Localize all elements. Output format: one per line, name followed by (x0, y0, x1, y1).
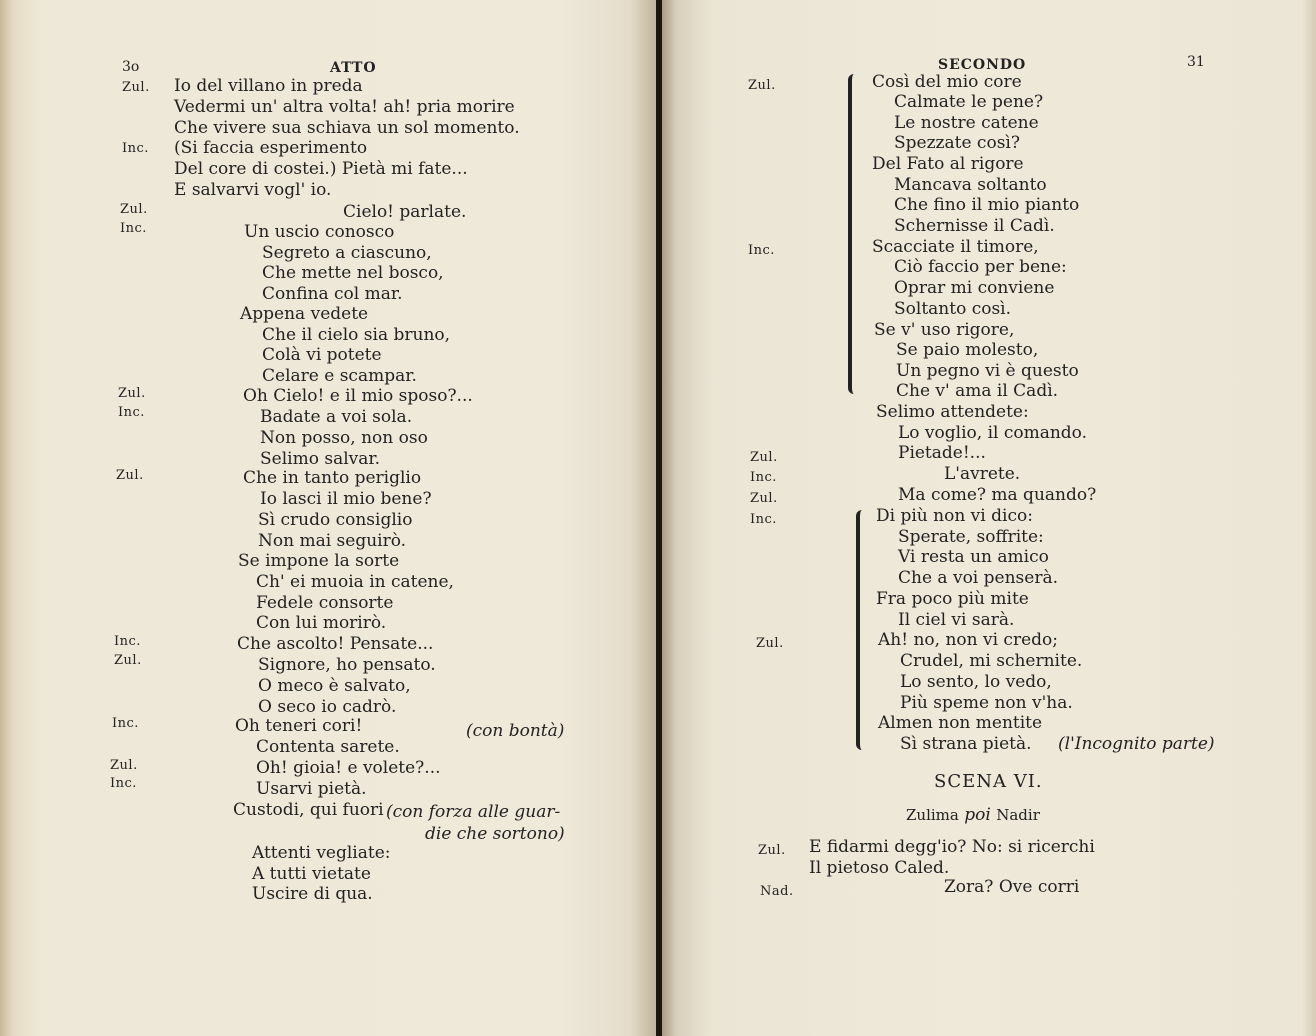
verse-line: Custodi, qui fuori (233, 800, 384, 820)
verse-line: Soltanto così. (894, 299, 1012, 319)
speaker-label: Zul. (750, 491, 778, 506)
verse-line: Con lui morirò. (256, 613, 387, 633)
verse-line: Colà vi potete (262, 345, 382, 365)
verse-line: Sì strana pietà. (900, 734, 1032, 754)
verse-line: Non posso, non oso (260, 428, 428, 448)
scene-cast (906, 805, 1040, 825)
verse-line: Contenta sarete. (256, 737, 400, 757)
speaker-label: Inc. (118, 405, 145, 420)
verse-line: Che ascolto! Pensate... (237, 634, 434, 654)
verse-line: L'avrete. (944, 464, 1021, 484)
verse-line: Sì crudo consiglio (258, 510, 413, 530)
speaker-label: Zul. (120, 202, 148, 217)
verse-line: Se v' uso rigore, (874, 320, 1015, 340)
verse-line: Selimo attendete: (876, 402, 1029, 422)
brace (856, 510, 865, 750)
speaker-label: Inc. (122, 141, 149, 156)
verse-line: Scacciate il timore, (872, 237, 1039, 257)
verse-line: Ciò faccio per bene: (894, 257, 1067, 277)
stage-direction: (con forza alle guar- (386, 802, 561, 822)
verse-line: Fedele consorte (256, 593, 394, 613)
verse-line: Che v' ama il Cadì. (896, 381, 1059, 401)
page-number: 3o (122, 59, 140, 75)
verse-line: Il ciel vi sarà. (898, 610, 1015, 630)
speaker-label: Zul. (122, 80, 150, 95)
verse-line: Badate a voi sola. (260, 407, 413, 427)
verse-line: Celare e scampar. (262, 366, 417, 386)
verse-line: Del Fato al rigore (872, 154, 1024, 174)
speaker-label: Zul. (114, 653, 142, 668)
character-name: Nadir (996, 806, 1040, 824)
verse-line: Cielo! parlate. (343, 202, 467, 222)
running-head: ATTO (330, 60, 377, 76)
verse-line: Appena vedete (240, 304, 369, 324)
speaker-label: Zul. (758, 843, 786, 858)
verse-line: Mancava soltanto (894, 175, 1047, 195)
verse-line: Io del villano in preda (174, 76, 363, 96)
speaker-label: Inc. (748, 243, 775, 258)
verse-line: Un uscio conosco (244, 222, 395, 242)
character-name: Zulima (906, 806, 959, 824)
speaker-label: Zul. (110, 758, 138, 773)
verse-line: Che in tanto periglio (243, 468, 422, 488)
verse-line: E salvarvi vogl' io. (174, 180, 332, 200)
running-head: SECONDO (938, 57, 1027, 73)
verse-line: Sperate, soffrite: (898, 527, 1044, 547)
verse-line: Un pegno vi è questo (896, 361, 1079, 381)
verse-line: Che mette nel bosco, (262, 263, 444, 283)
verse-line: Che vivere sua schiava un sol momento. (174, 118, 520, 138)
verse-line: Segreto a ciascuno, (262, 243, 432, 263)
speaker-label: Inc. (120, 221, 147, 236)
verse-line: Signore, ho pensato. (258, 655, 436, 675)
stage-direction: die che sortono) (425, 824, 565, 844)
verse-line: Attenti vegliate: (252, 843, 391, 863)
verse-line: Ah! no, non vi credo; (878, 630, 1058, 650)
verse-line: Così del mio core (872, 72, 1022, 92)
verse-line: Se impone la sorte (238, 551, 400, 571)
verse-line: Io lasci il mio bene? (260, 489, 432, 509)
verse-line: Ch' ei muoia in catene, (256, 572, 454, 592)
verse-line: (Si faccia esperimento (174, 138, 368, 158)
verse-line: Non mai seguirò. (258, 531, 407, 551)
verse-line: Vi resta un amico (898, 547, 1049, 567)
verse-line: Confina col mar. (262, 284, 403, 304)
verse-line: Spezzate così? (894, 133, 1020, 153)
verse-line: Schernisse il Cadì. (894, 216, 1055, 236)
stage-direction: (con bontà) (466, 721, 565, 741)
verse-line: Oprar mi conviene (894, 278, 1055, 298)
left-page (0, 0, 656, 1036)
verse-line: A tutti vietate (252, 864, 371, 884)
speaker-label: Inc. (112, 716, 139, 731)
verse-line: Le nostre catene (894, 113, 1039, 133)
verse-line: Se paio molesto, (896, 340, 1039, 360)
verse-line: Usarvi pietà. (256, 779, 367, 799)
verse-line: Più speme non v'ha. (900, 693, 1073, 713)
page-number: 31 (1187, 54, 1205, 70)
speaker-label: Inc. (750, 512, 777, 527)
verse-line: O meco è salvato, (258, 676, 411, 696)
verse-line: Oh teneri cori! (235, 716, 363, 736)
speaker-label: Nad. (760, 884, 794, 899)
verse-line: Pietade!... (898, 443, 986, 463)
verse-line: Vedermi un' altra volta! ah! pria morire (174, 97, 515, 117)
verse-line: O seco io cadrò. (258, 697, 397, 717)
verse-line: Di più non vi dico: (876, 506, 1033, 526)
verse-line: Calmate le pene? (894, 92, 1044, 112)
verse-line: Oh! gioia! e volete?... (256, 758, 441, 778)
scene-title: SCENA VI. (934, 771, 1043, 792)
verse-line: Lo voglio, il comando. (898, 423, 1088, 443)
verse-line: Che fino il mio pianto (894, 195, 1080, 215)
verse-line: Che il cielo sia bruno, (262, 325, 451, 345)
brace (848, 74, 857, 394)
scene-cast-conjunction: poi (964, 805, 991, 825)
verse-line: Oh Cielo! e il mio sposo?... (243, 386, 473, 406)
verse-line: Uscire di qua. (252, 884, 373, 904)
verse-line: Lo sento, lo vedo, (900, 672, 1052, 692)
speaker-label: Inc. (750, 470, 777, 485)
speaker-label: Zul. (756, 636, 784, 651)
verse-line: Almen non mentite (878, 713, 1043, 733)
verse-line: Crudel, mi schernite. (900, 651, 1083, 671)
right-page (662, 0, 1316, 1036)
verse-line: E fidarmi degg'io? No: si ricerchi (809, 837, 1095, 857)
verse-line: Del core di costei.) Pietà mi fate... (174, 159, 468, 179)
speaker-label: Zul. (748, 78, 776, 93)
speaker-label: Zul. (116, 468, 144, 483)
speaker-label: Inc. (110, 776, 137, 791)
verse-line: Ma come? ma quando? (898, 485, 1097, 505)
verse-line: Il pietoso Caled. (809, 858, 950, 878)
speaker-label: Zul. (750, 450, 778, 465)
verse-line: Fra poco più mite (876, 589, 1029, 609)
speaker-label: Zul. (118, 386, 146, 401)
speaker-label: Inc. (114, 634, 141, 649)
verse-line: Zora? Ove corri (944, 877, 1080, 897)
verse-line: Che a voi penserà. (898, 568, 1058, 588)
verse-line: Selimo salvar. (260, 449, 381, 469)
stage-direction: (l'Incognito parte) (1058, 734, 1215, 754)
